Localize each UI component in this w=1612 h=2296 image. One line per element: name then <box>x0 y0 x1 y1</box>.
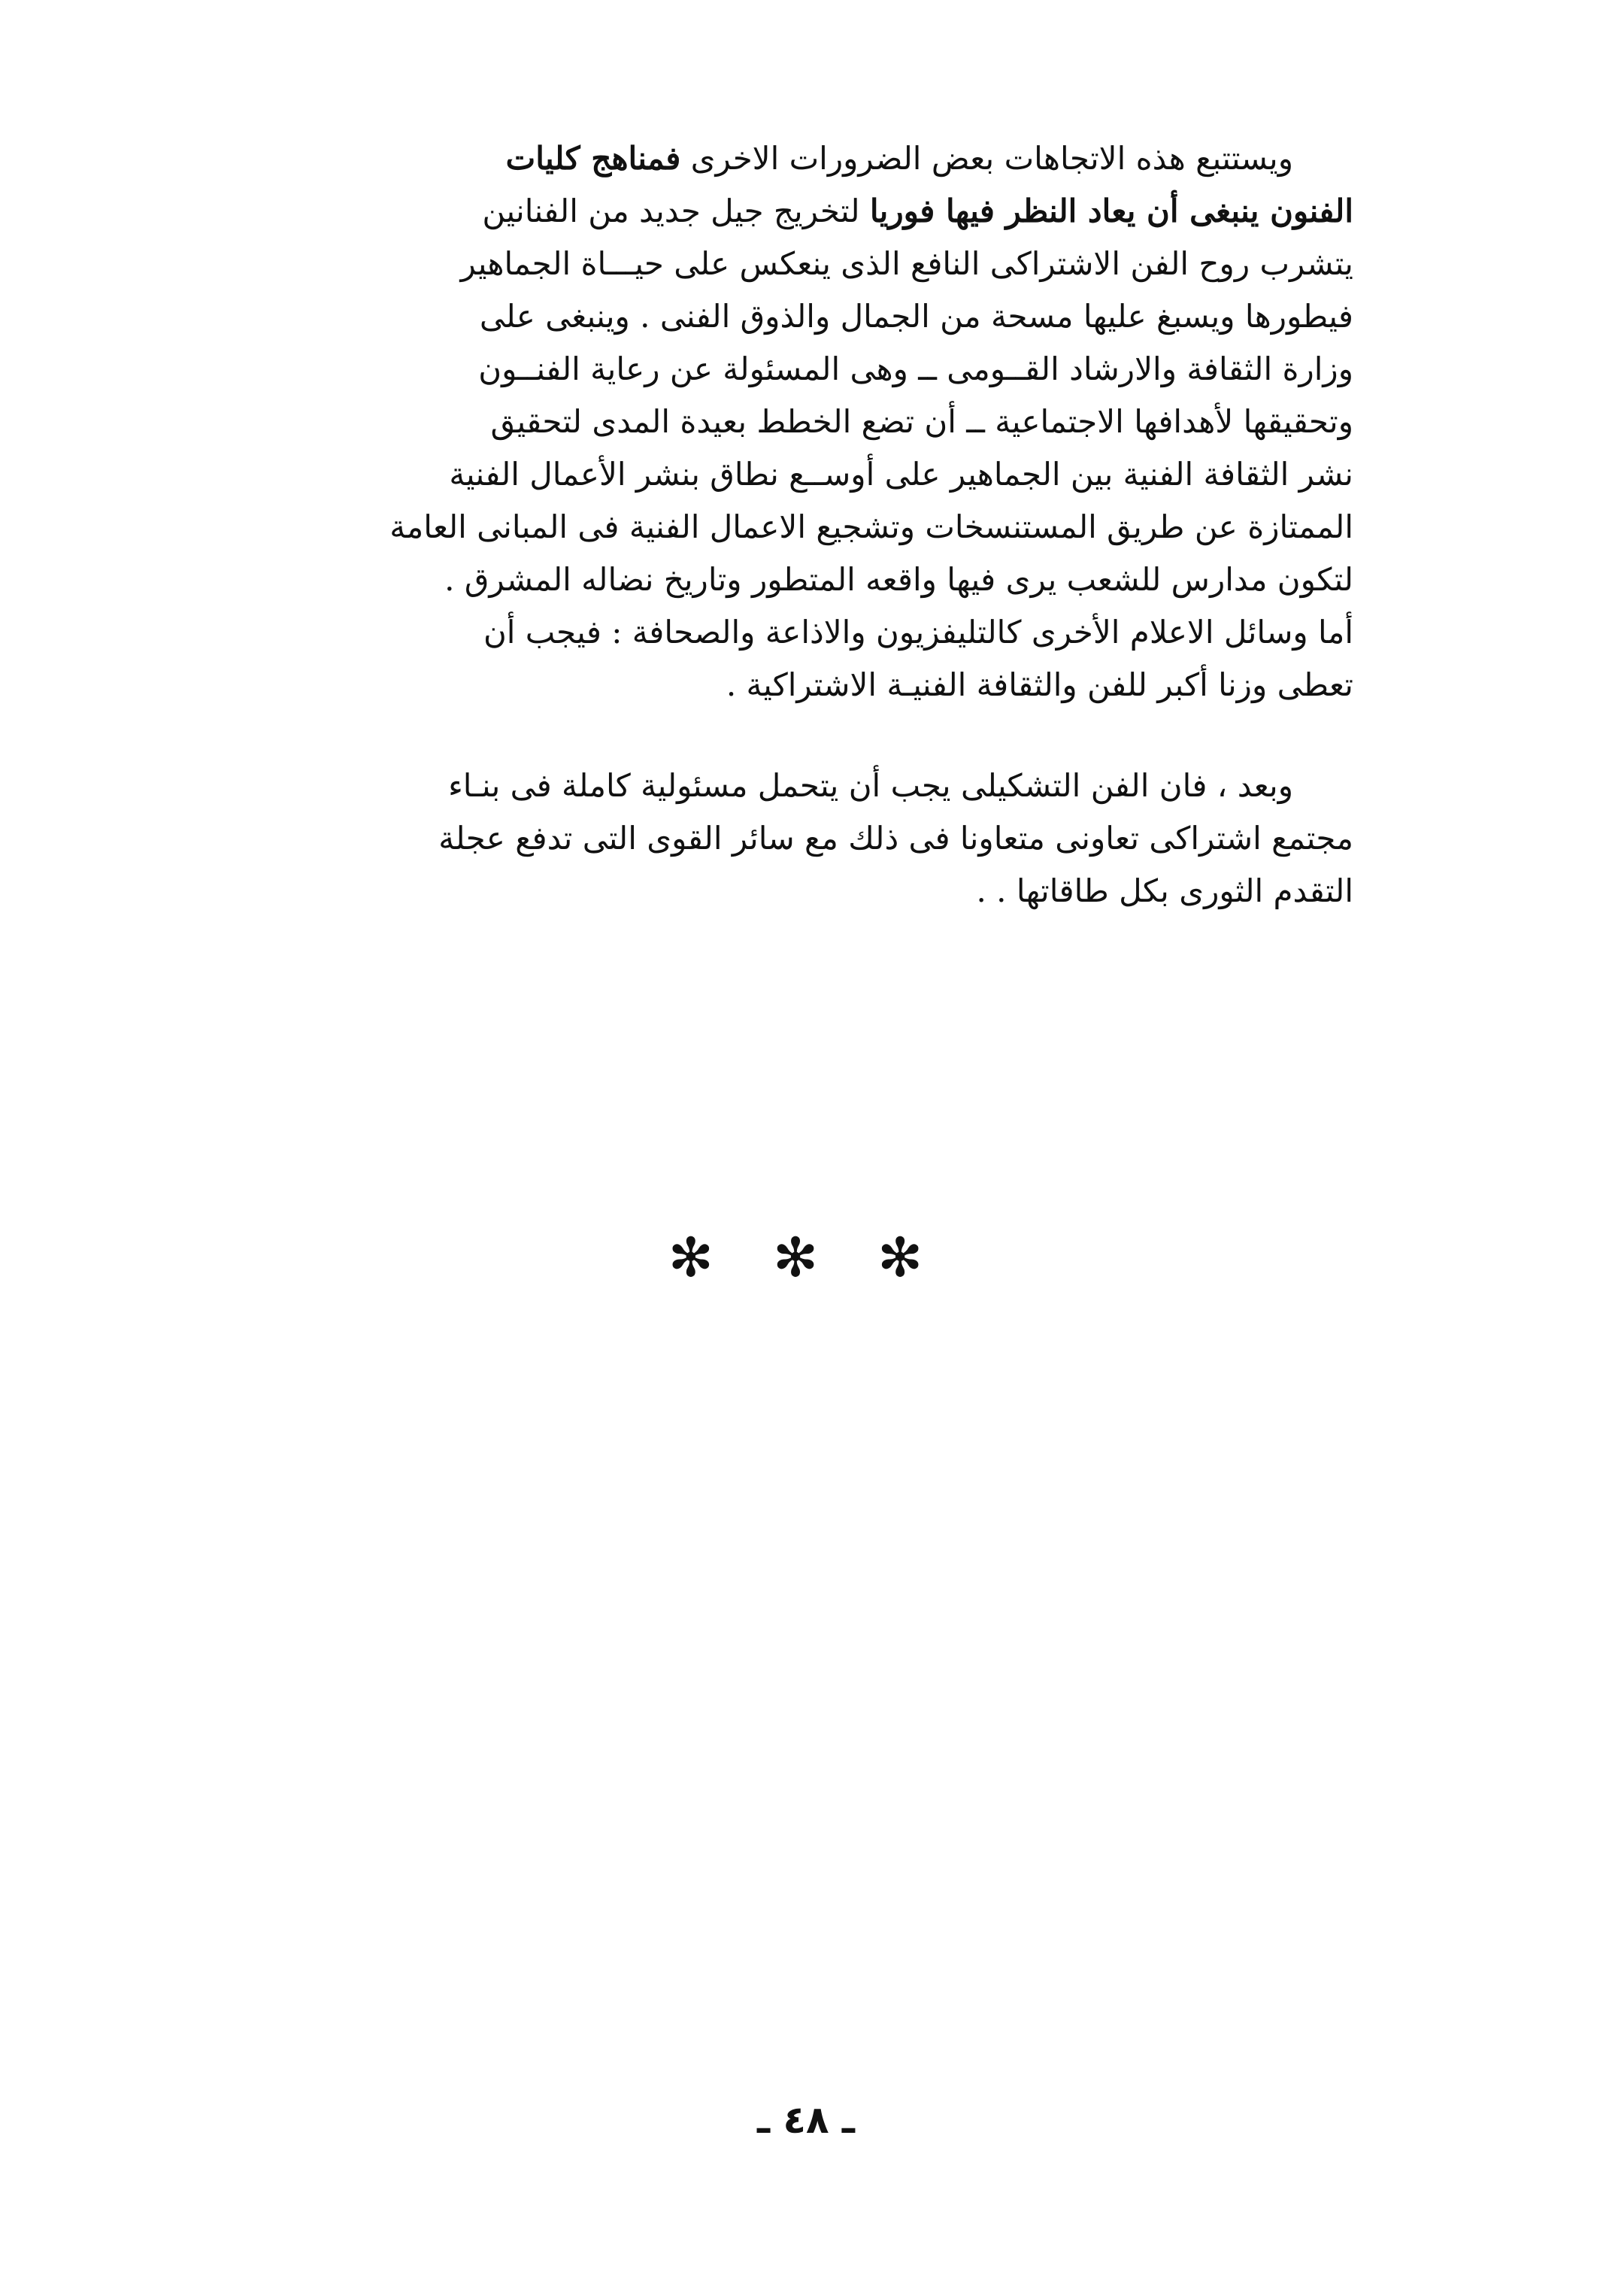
paragraph-1-line-11: تعطى وزنا أكبر للفن والثقافة الفنيـة الاشتراكية . <box>726 666 1353 703</box>
paragraph-1-line-10: أما وسائل الاعلام الأخرى كالتليفزيون والاذاعة والصحافة : فيجب أن <box>483 614 1353 651</box>
paragraph-1-line-8: الممتازة عن طريق المستنسخات وتشجيع الاعمال الفنية فى المبانى العامة <box>389 508 1353 545</box>
paragraph-1 <box>263 132 1353 711</box>
paragraph-1-line-1 <box>263 132 1353 185</box>
paragraph-1-line-2 <box>263 185 1353 238</box>
bold-text-run: فمناهج كليات <box>505 140 681 177</box>
paragraph-1-line-4: فيطورها ويسبغ عليها مسحة من الجمال والذوق الفنى . وينبغى على <box>479 298 1353 335</box>
paragraph-1-line-9: لتكون مدارس للشعب يرى فيها واقعه المتطور وتاريخ نضاله المشرق . <box>444 561 1353 598</box>
text-run: ويستتبع هذه الاتجاهات بعض الضرورات الاخرى <box>680 140 1293 177</box>
text-run: لتخريج جيل جديد من الفنانين <box>482 193 870 229</box>
section-separator-asterisks: ✻ ✻ ✻ <box>668 1226 944 1289</box>
page-number: ـ ٤٨ ـ <box>756 2098 856 2142</box>
paragraph-2-line-1: وبعد ، فان الفن التشكيلى يجب أن يتحمل مسئولية كاملة فى بنـاء <box>448 767 1293 804</box>
paragraph-2-line-2: مجتمع اشتراكى تعاونى متعاونا فى ذلك مع سائر القوى التى تدفع عجلة <box>438 820 1353 857</box>
paragraph-1-line-5: وزارة الثقافة والارشاد القــومى ــ وهى المسئولة عن رعاية الفنــون <box>478 350 1353 387</box>
paragraph-1-line-6: وتحقيقها لأهدافها الاجتماعية ــ أن تضع الخطط بعيدة المدى لتحقيق <box>490 403 1353 440</box>
paragraph-2 <box>263 760 1353 917</box>
paragraph-1-line-7: نشر الثقافة الفنية بين الجماهير على أوســع نطاق بنشر الأعمال الفنية <box>449 456 1353 493</box>
paragraph-1-line-3: يتشرب روح الفن الاشتراكى النافع الذى ينعكس على حيـــاة الجماهير <box>460 245 1353 282</box>
bold-text-run: الفنون ينبغى أن يعاد النظر فيها فوريا <box>869 193 1353 229</box>
paragraph-2-line-3: التقدم الثورى بكل طاقاتها . . <box>976 872 1353 909</box>
